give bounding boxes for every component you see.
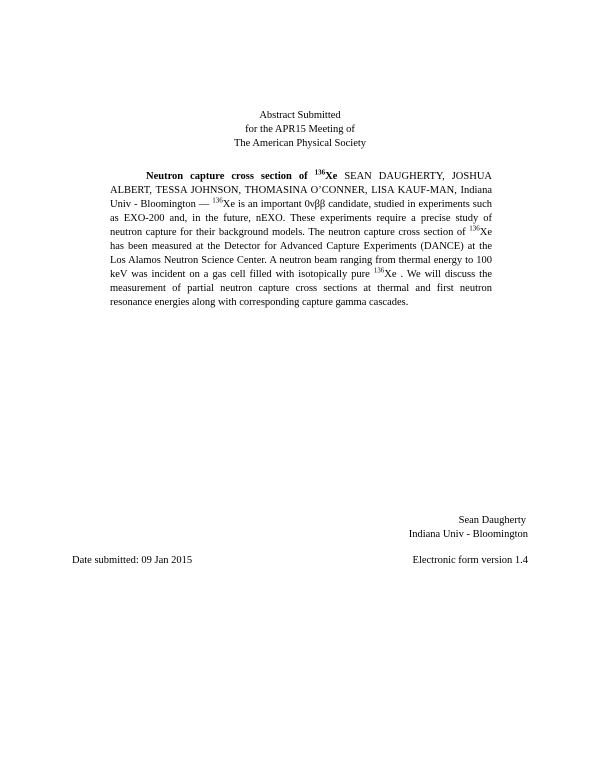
date-submitted: Date submitted: 09 Jan 2015 (72, 555, 193, 566)
isotope-mass-2: 136 (469, 224, 480, 233)
abstract-text-3: Xe . We will discuss the measurement of partial neutron capture cross sections at thermal and first neutron resonance energies along with corresponding capture gamma cascades. (110, 269, 492, 308)
abstract-text-2: Xe has been measured at the Detector for Advanced Capture Experiments (DANCE) at the Los Alamos Neutron Science Center. A neutron beam ranging from thermal energy to 100 keV was incident on a gas cell filled with isotopically pure (110, 227, 492, 280)
abstract-text-1: Xe is an important 0νββ candidate, studied in experiments such as EXO-200 and, in the future, nEXO. These experiments require a precise study of neutron capture for their background models. The neutron capture cross section of (110, 199, 492, 238)
signature-affiliation: Indiana Univ - Bloomington (408, 529, 528, 540)
form-version: Electronic form version 1.4 (412, 555, 528, 566)
header-line-abstract-submitted: Abstract Submitted (259, 110, 341, 121)
author-affiliation: Indiana Univ - Bloomington — (110, 185, 492, 210)
author-list: SEAN DAUGHERTY, JOSHUA ALBERT, TESSA JOHNSON, THOMASINA O’CONNER, LISA KAUF-MAN, (110, 171, 492, 196)
submission-header (0, 109, 600, 151)
title-isotope-mass: 136 (314, 168, 326, 177)
footer (72, 554, 528, 568)
header-line-society: The American Physical Society (233, 138, 367, 149)
signature-name: Sean Daugherty (458, 515, 526, 526)
abstract-title-prefix: Neutron capture cross section of (146, 171, 315, 182)
abstract-body (110, 170, 492, 310)
signature-block (409, 514, 528, 542)
header-line-meeting: for the APR15 Meeting of (245, 124, 355, 135)
isotope-mass-1: 136 (212, 196, 223, 205)
title-element: Xe (325, 171, 338, 182)
isotope-mass-3: 136 (373, 266, 385, 275)
abstract-title (146, 168, 338, 182)
